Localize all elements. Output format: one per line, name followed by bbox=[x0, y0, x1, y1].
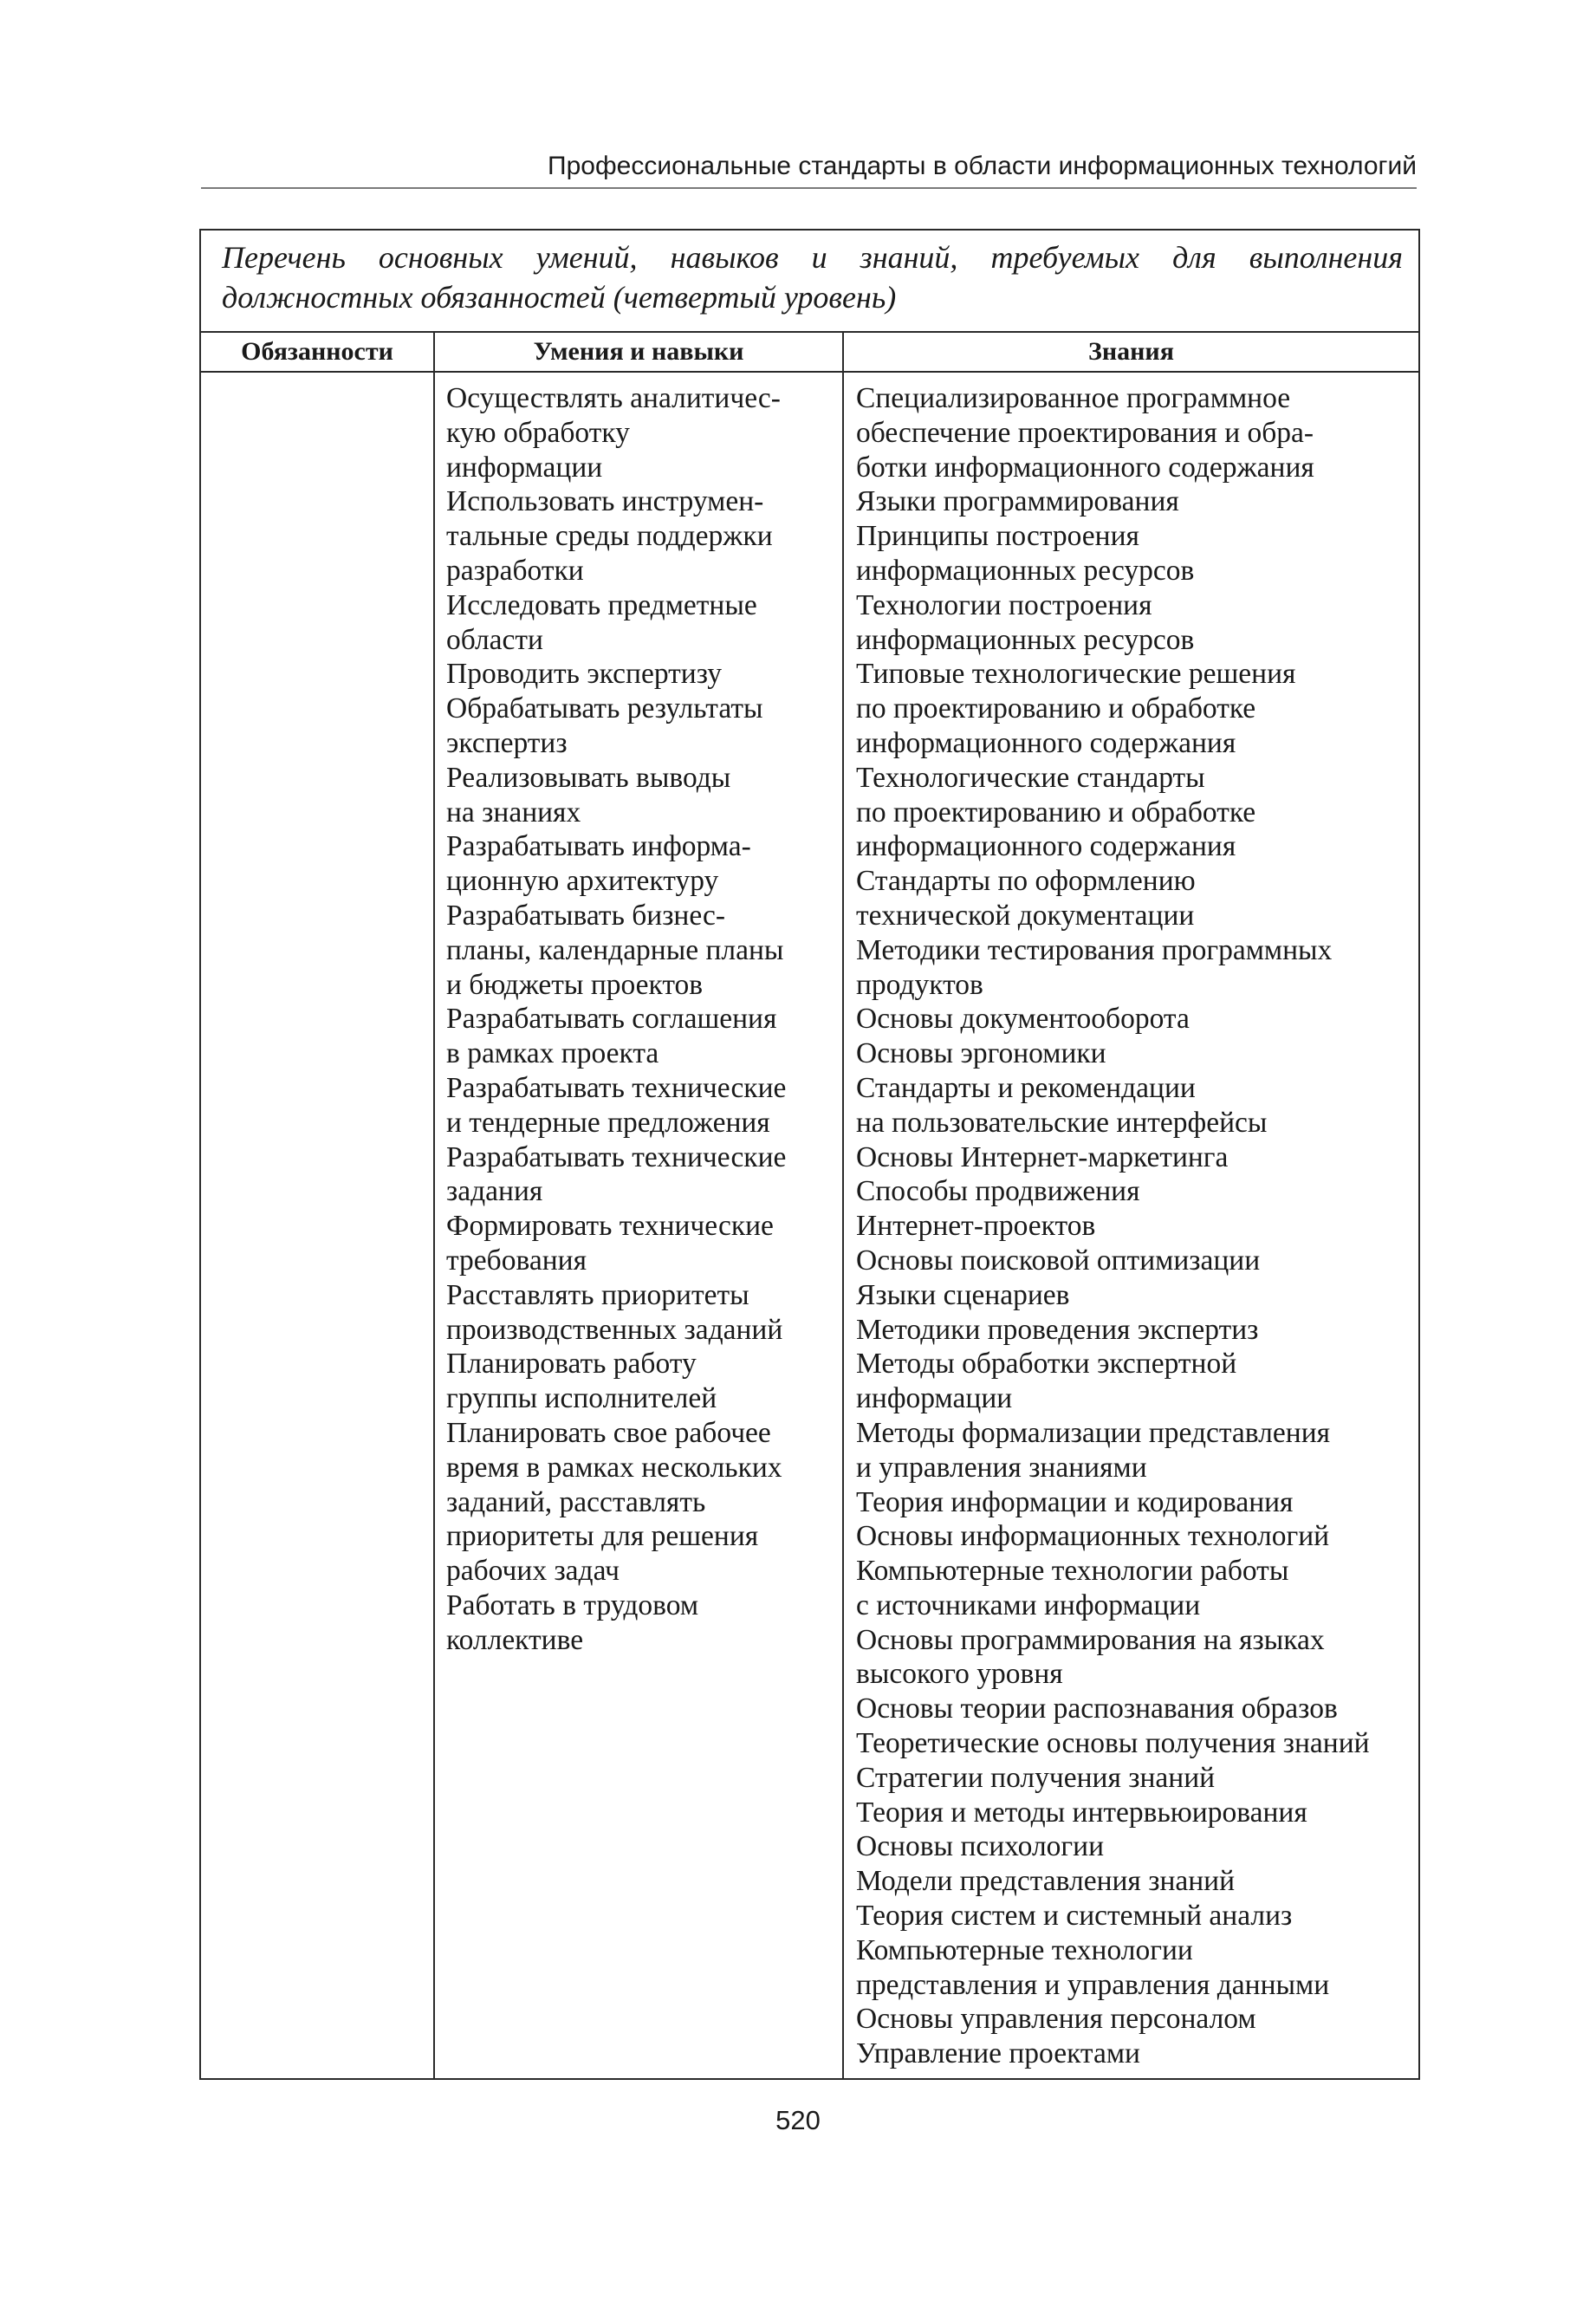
skill-line: производственных заданий bbox=[446, 1313, 783, 1346]
skill-line: Проводить экспертизу bbox=[446, 658, 722, 691]
skill-line: Реализовывать выводы bbox=[446, 761, 731, 794]
knowledge-line: Основы управления персоналом bbox=[856, 2003, 1256, 2036]
page-number: 520 bbox=[775, 2105, 821, 2135]
skill-line: и бюджеты проектов bbox=[446, 968, 704, 1001]
knowledge-line: информационного содержания bbox=[856, 830, 1236, 863]
knowledge-line: представления и управления данными bbox=[856, 1968, 1330, 2001]
knowledge-line: Компьютерные технологии работы bbox=[856, 1555, 1289, 1588]
knowledge-line: Стандарты по оформлению bbox=[856, 865, 1196, 898]
knowledge-line: Типовые технологические решения bbox=[856, 658, 1296, 691]
skill-line: Разрабатывать технические bbox=[446, 1140, 787, 1173]
skill-line: в рамках проекта bbox=[446, 1037, 659, 1070]
skill-line: Планировать свое рабочее bbox=[446, 1416, 771, 1449]
knowledge-line: технической документации bbox=[856, 899, 1195, 932]
knowledge-line: Основы поисковой оптимизации bbox=[856, 1244, 1261, 1277]
knowledge-line: Способы продвижения bbox=[856, 1175, 1140, 1208]
knowledge-line: ботки информационного содержания bbox=[856, 451, 1314, 484]
knowledge-line: Основы эргономики bbox=[856, 1037, 1106, 1070]
knowledge-line: Языки программирования bbox=[856, 485, 1179, 518]
knowledge-line: информации bbox=[856, 1382, 1013, 1415]
skill-line: задания bbox=[446, 1175, 543, 1208]
knowledge-line: Основы Интернет-маркетинга bbox=[856, 1140, 1229, 1173]
duties-cell bbox=[200, 372, 434, 2079]
skill-line: рабочих задач bbox=[446, 1555, 620, 1588]
knowledge-line: информационных ресурсов bbox=[856, 554, 1195, 587]
knowledge-line: Теория систем и системный анализ bbox=[856, 1900, 1293, 1933]
knowledge-line: на пользовательские интерфейсы bbox=[856, 1106, 1268, 1139]
knowledge-line: Специализированное программное bbox=[856, 382, 1291, 414]
knowledge-line: Основы документооборота bbox=[856, 1003, 1190, 1036]
knowledge-line: Основы информационных технологий bbox=[856, 1520, 1330, 1553]
skill-line: разработки bbox=[446, 554, 584, 587]
skill-line: Осуществлять аналитичес- bbox=[446, 382, 781, 414]
column-header-knowledge: Знания bbox=[843, 332, 1419, 372]
knowledge-line: Интернет-проектов bbox=[856, 1210, 1096, 1243]
skill-line: области bbox=[446, 623, 543, 656]
column-header-skills: Умения и навыки bbox=[434, 332, 843, 372]
table-caption bbox=[200, 230, 1419, 332]
skill-line: информации bbox=[446, 451, 603, 484]
knowledge-line: обеспечение проектирования и обра- bbox=[856, 416, 1314, 449]
skill-line: на знаниях bbox=[446, 796, 581, 828]
knowledge-line: Основы программирования на языках bbox=[856, 1623, 1325, 1656]
knowledge-line: Основы теории распознавания образов bbox=[856, 1693, 1338, 1725]
table-caption-line: должностных обязанностей (четвертый уровень) bbox=[222, 280, 897, 315]
knowledge-line: информационного содержания bbox=[856, 726, 1236, 759]
header-divider bbox=[201, 187, 1417, 189]
knowledge-line: продуктов bbox=[856, 968, 983, 1001]
skill-line: приоритеты для решения bbox=[446, 1520, 759, 1553]
knowledge-cell bbox=[843, 372, 1419, 2079]
knowledge-line: Стандарты и рекомендации bbox=[856, 1071, 1196, 1104]
knowledge-line: Методики проведения экспертиз bbox=[856, 1313, 1259, 1346]
knowledge-line: Компьютерные технологии bbox=[856, 1933, 1193, 1966]
skill-line: Использовать инструмен- bbox=[446, 485, 764, 518]
knowledge-line: Модели представления знаний bbox=[856, 1865, 1236, 1898]
knowledge-line: Теоретические основы получения знаний bbox=[856, 1727, 1370, 1760]
knowledge-line: Теория и методы интервьюирования bbox=[856, 1796, 1307, 1829]
knowledge-line: с источниками информации bbox=[856, 1589, 1201, 1621]
skill-line: Обрабатывать результаты bbox=[446, 692, 763, 725]
knowledge-line: Технологические стандарты bbox=[856, 761, 1205, 794]
skill-line: требования bbox=[446, 1244, 587, 1277]
skill-line: Расставлять приоритеты bbox=[446, 1278, 749, 1311]
skill-line: Планировать работу bbox=[446, 1348, 697, 1381]
knowledge-line: Технологии построения bbox=[856, 588, 1152, 621]
knowledge-line: Методы обработки экспертной bbox=[856, 1348, 1237, 1381]
skill-line: коллективе bbox=[446, 1623, 584, 1656]
knowledge-line: Основы психологии bbox=[856, 1830, 1105, 1863]
table-caption-line: Перечень основных умений, навыков и знаний, требуемых для выполнения bbox=[222, 240, 1403, 275]
knowledge-line: по проектированию и обработке bbox=[856, 692, 1256, 725]
knowledge-line: по проектированию и обработке bbox=[856, 796, 1256, 828]
skill-line: и тендерные предложения bbox=[446, 1106, 770, 1139]
skill-line: тальные среды поддержки bbox=[446, 520, 773, 553]
skills-knowledge-table bbox=[199, 229, 1420, 2080]
knowledge-line: Принципы построения bbox=[856, 520, 1139, 553]
skill-line: заданий, расставлять bbox=[446, 1485, 706, 1518]
knowledge-line: Методики тестирования программных bbox=[856, 933, 1333, 966]
skill-line: группы исполнителей bbox=[446, 1382, 717, 1415]
knowledge-line: Методы формализации представления bbox=[856, 1416, 1331, 1449]
skill-line: планы, календарные планы bbox=[446, 933, 784, 966]
knowledge-line: информационных ресурсов bbox=[856, 623, 1195, 656]
knowledge-line: Языки сценариев bbox=[856, 1278, 1070, 1311]
skill-line: Исследовать предметные bbox=[446, 588, 757, 621]
skill-line: Формировать технические bbox=[446, 1210, 774, 1243]
running-header: Профессиональные стандарты в области информационных технологий bbox=[548, 152, 1417, 180]
skill-line: Разрабатывать технические bbox=[446, 1071, 787, 1104]
knowledge-line: Управление проектами bbox=[856, 2037, 1140, 2070]
skill-line: Разрабатывать информа- bbox=[446, 830, 751, 863]
knowledge-line: Теория информации и кодирования bbox=[856, 1485, 1294, 1518]
skill-line: Разрабатывать бизнес- bbox=[446, 899, 726, 932]
skill-line: экспертиз bbox=[446, 726, 568, 759]
knowledge-line: Стратегии получения знаний bbox=[856, 1761, 1216, 1794]
skill-line: время в рамках нескольких bbox=[446, 1451, 782, 1484]
knowledge-line: и управления знаниями bbox=[856, 1451, 1147, 1484]
skill-line: Работать в трудовом bbox=[446, 1589, 699, 1621]
column-header-duties: Обязанности bbox=[200, 332, 434, 372]
skill-line: Разрабатывать соглашения bbox=[446, 1003, 777, 1036]
skills-cell bbox=[434, 372, 843, 2079]
skill-line: ционную архитектуру bbox=[446, 865, 719, 898]
skill-line: кую обработку bbox=[446, 416, 630, 449]
knowledge-line: высокого уровня bbox=[856, 1658, 1063, 1691]
